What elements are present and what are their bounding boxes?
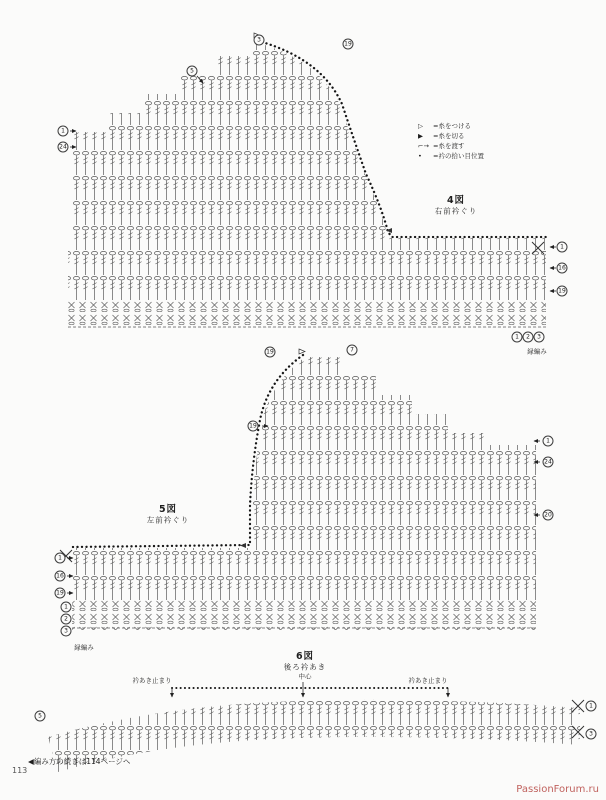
row-number-circle: 3 [61,626,72,637]
cut-yarn-icon: ▶ [418,132,423,140]
row-number-circle: 2 [523,332,534,343]
figure6-subtitle: 後ろ衿あき [283,662,327,672]
row-number-circle: 1 [55,553,66,564]
row-number-circle: 19 [248,421,259,432]
row-number-circle: 1 [58,126,69,137]
row-number-circle: 1 [512,332,523,343]
figure5-title: 5図 [158,504,178,515]
pickup-dot-icon: • [418,152,422,160]
row-number-circle: 5 [35,711,46,722]
row-number-circle: 3 [534,332,545,343]
legend-item [418,141,484,151]
legend-label: =衿の拾い目位置 [433,152,484,160]
figure5-subtitle: 左前衿ぐり [146,515,190,525]
row-number-circle: 19 [265,347,276,358]
row-number-circle: 24 [58,142,69,153]
row-number-circle: 19 [55,588,66,599]
row-number-circle: 1 [543,436,554,447]
row-number-circle: 24 [543,457,554,468]
row-number-circle: 1 [586,701,597,712]
legend-label: =糸を切る [433,132,465,140]
figure4-chart [68,33,556,328]
legend-item [418,131,484,141]
figure4-title: 4図 [446,195,466,206]
figure4-edging-label: 縁編み [527,347,547,356]
figure6-center-label: 中心 [298,672,312,681]
figure6-title: 6図 [295,651,315,662]
row-number-circle: 16 [557,263,568,274]
legend [418,121,484,161]
legend-item [418,121,484,131]
row-number-circle: 16 [55,571,66,582]
figure5-chart [60,349,540,630]
row-number-circle: 1 [61,602,72,613]
row-number-circle: 19 [557,286,568,297]
watermark: PassionForum.ru [516,784,599,795]
legend-item [418,151,484,161]
join-yarn-icon: ▷ [418,122,423,130]
page-number: 113 [12,766,28,775]
row-number-circle: 7 [347,345,358,356]
row-number-circle: 19 [343,39,354,50]
figure5-edging-label: 縁編み [74,643,94,652]
figure4-subtitle: 右前衿ぐり [434,206,478,216]
figure6-opening-stop-left-label: 衿あき止まり [132,676,172,685]
carry-yarn-icon: ⌐→ [418,142,429,150]
row-number-circle: 2 [61,614,72,625]
figure6-opening-stop-right-label: 衿あき止まり [408,676,448,685]
continue-note: ◀編み方の続きは114ページへ [28,757,131,766]
row-number-circle: 3 [254,35,265,46]
row-number-circle: 5 [187,66,198,77]
row-number-circle: 1 [557,242,568,253]
legend-label: =糸を渡す [433,142,465,150]
row-number-circle: 20 [543,510,554,521]
legend-label: =糸をつける [433,122,471,130]
row-number-circle: 3 [586,729,597,740]
